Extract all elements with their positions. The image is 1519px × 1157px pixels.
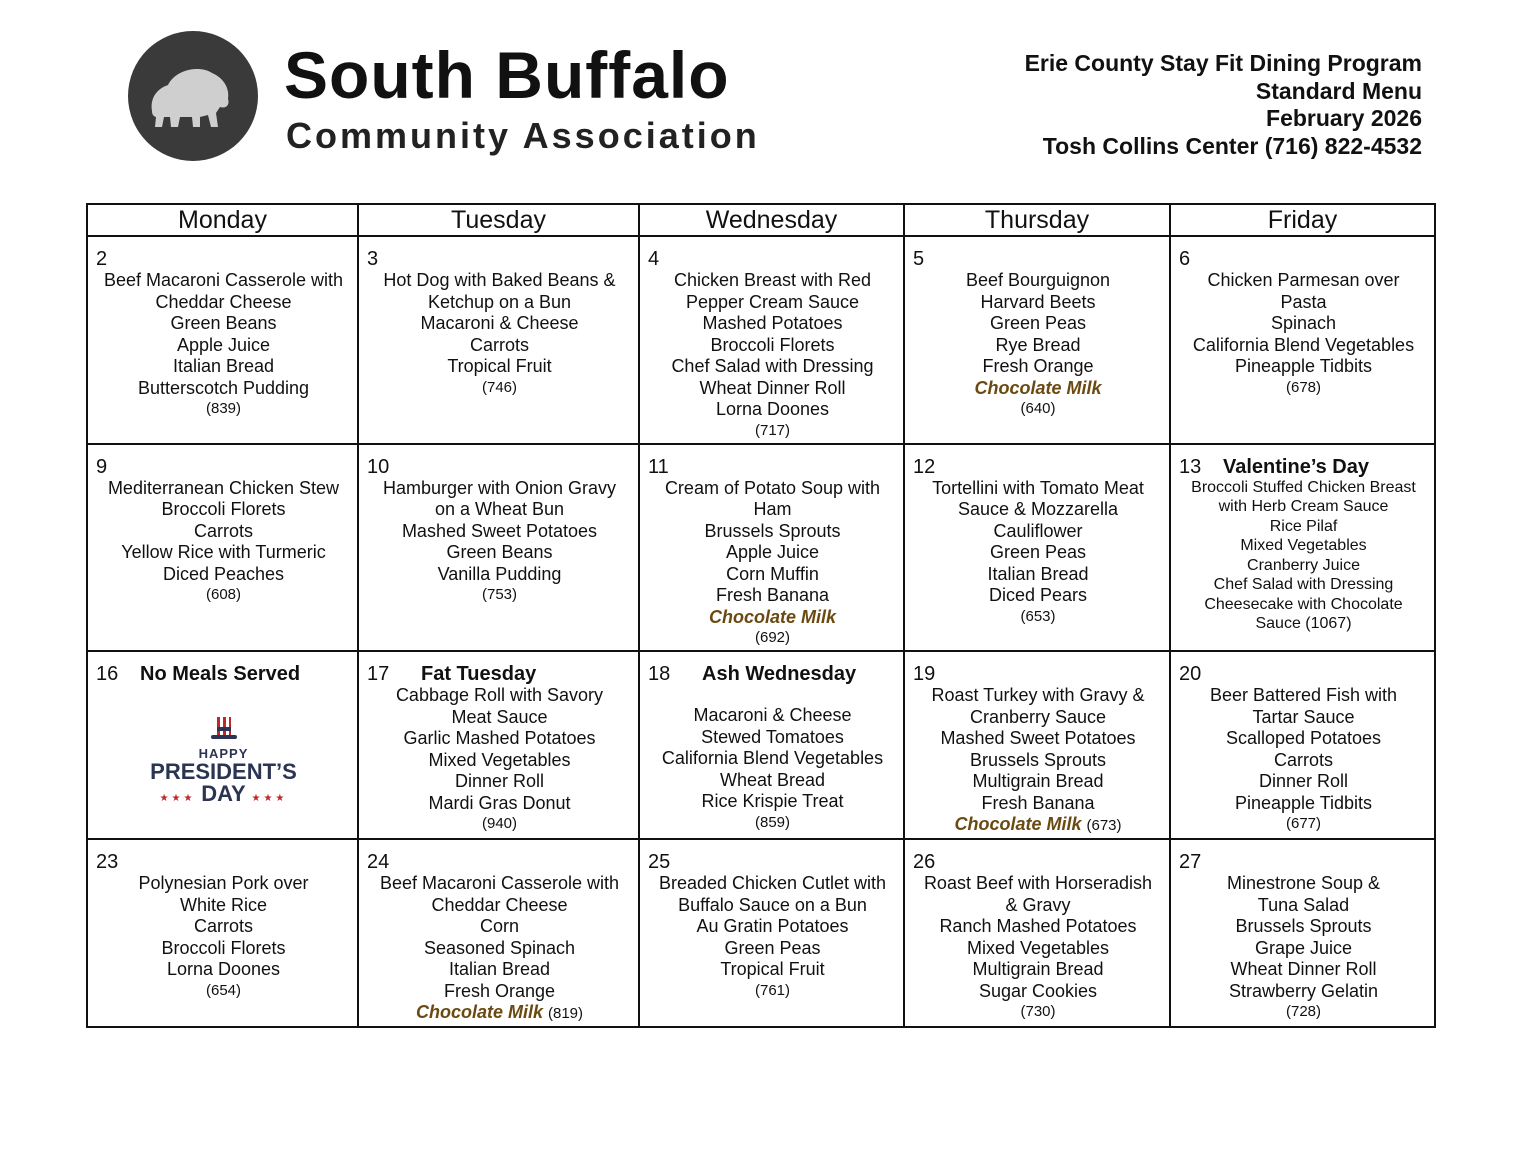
uncle-sam-hat-icon xyxy=(209,715,239,741)
menu-item: Wheat Bread xyxy=(719,769,826,790)
day-header xyxy=(96,248,351,270)
menu-item: Strawberry Gelatin xyxy=(1228,980,1379,1001)
menu-item: Chicken Parmesan over xyxy=(1207,270,1400,290)
menu-item: Mediterranean Chicken Stew xyxy=(107,477,340,498)
menu-item: Cream of Potato Soup with xyxy=(664,477,881,498)
day-number: 27 xyxy=(1179,851,1202,873)
org-subtitle: Community Association xyxy=(286,115,760,156)
weekday-tuesday: Tuesday xyxy=(358,204,639,236)
stars-icon: ★★★ xyxy=(245,793,288,804)
day-number: 13 xyxy=(1179,455,1202,478)
menu-item: Hot Dog with Baked Beans & xyxy=(383,270,616,290)
menu-item: Dinner Roll xyxy=(1258,771,1349,791)
menu-item: Broccoli Florets xyxy=(161,499,286,519)
meal-count: (859) xyxy=(754,813,791,831)
menu-item: Grape Juice xyxy=(1254,937,1353,958)
menu-item: Mardi Gras Donut xyxy=(428,792,571,813)
menu-item: Apple Juice xyxy=(725,542,820,562)
meal-count: (653) xyxy=(1020,607,1056,625)
day-header xyxy=(96,851,351,873)
menu-item: Beer Battered Fish with xyxy=(1209,685,1398,705)
day-cell xyxy=(904,444,1170,652)
stars-icon: ★★★ xyxy=(159,793,202,804)
menu-item: Wheat Dinner Roll xyxy=(699,377,846,398)
menu-item: Rice Pilaf xyxy=(1269,517,1338,535)
day-header xyxy=(913,456,1163,478)
menu-item: Roast Turkey with Gravy & xyxy=(931,685,1145,705)
day-number: 24 xyxy=(367,851,390,873)
day-header xyxy=(367,851,632,873)
milk-line xyxy=(648,607,897,629)
day-cell xyxy=(358,236,639,444)
day-number: 5 xyxy=(913,248,925,270)
menu-item: Multigrain Bread xyxy=(972,959,1104,979)
menu-item: Green Peas xyxy=(724,937,821,958)
menu-item: Pineapple Tidbits xyxy=(1234,356,1373,376)
meal-count: (730) xyxy=(1020,1003,1056,1020)
menu-item: Seasoned Spinach xyxy=(423,937,576,958)
menu-item: Pineapple Tidbits xyxy=(1234,792,1373,813)
day-cell xyxy=(87,444,358,652)
day-cell xyxy=(1170,651,1435,839)
menu-item: Wheat Dinner Roll xyxy=(1230,959,1377,979)
meal-count: (940) xyxy=(481,815,518,832)
chocolate-milk-label: Chocolate Milk xyxy=(954,814,1082,834)
menu-calendar xyxy=(86,203,1436,1028)
day-header xyxy=(913,851,1163,873)
day-cell xyxy=(904,651,1170,839)
meal-count: (677) xyxy=(1285,815,1322,832)
weekday-monday: Monday xyxy=(87,204,358,236)
chocolate-milk-label: Chocolate Milk xyxy=(974,377,1102,398)
chocolate-milk-label: Chocolate Milk xyxy=(415,1002,543,1022)
menu-item: Broccoli Florets xyxy=(161,937,286,958)
menu-item: Broccoli Florets xyxy=(710,334,835,355)
menu-item: Mashed Potatoes xyxy=(702,313,843,333)
day-number: 3 xyxy=(367,248,379,270)
milk-line xyxy=(367,1002,632,1024)
menu-item: Meat Sauce xyxy=(451,706,548,727)
menu-item: Ham xyxy=(753,499,792,519)
day-header xyxy=(96,663,351,685)
org-name: South Buffalo xyxy=(284,38,730,112)
day-cell xyxy=(904,839,1170,1027)
menu-item: Brussels Sprouts xyxy=(969,749,1107,770)
menu-month: February 2026 xyxy=(1266,105,1422,131)
presidents-line2: DAY xyxy=(201,781,246,806)
menu-item: Mixed Vegetables xyxy=(966,937,1110,958)
menu-item: Roast Beef with Horseradish xyxy=(923,873,1153,893)
menu-item: Rye Bread xyxy=(995,334,1081,355)
menu-item xyxy=(648,685,897,705)
day-cell xyxy=(87,651,358,839)
menu-item: Green Beans xyxy=(446,542,553,562)
menu-item: Broccoli Stuffed Chicken Breast xyxy=(1191,478,1416,496)
menu-item: Carrots xyxy=(1273,749,1333,770)
menu-item: Au Gratin Potatoes xyxy=(696,916,849,936)
day-number: 26 xyxy=(913,851,936,873)
meal-count: (717) xyxy=(754,421,791,439)
meal-count: (640) xyxy=(1020,400,1056,417)
menu-item: Brussels Sprouts xyxy=(1235,916,1372,936)
logo xyxy=(128,31,258,161)
day-number: 11 xyxy=(648,455,669,478)
meal-count: (728) xyxy=(1285,1003,1322,1020)
day-cell xyxy=(87,236,358,444)
presidents-day-row xyxy=(139,783,309,806)
menu-item: Cabbage Roll with Savory xyxy=(395,685,604,705)
menu-item: Sauce (1067) xyxy=(1255,615,1352,632)
day-number: 19 xyxy=(913,663,936,685)
day-number: 6 xyxy=(1179,248,1191,270)
day-header xyxy=(367,248,632,270)
day-cell xyxy=(358,444,639,652)
menu-item: Corn Muffin xyxy=(726,563,819,584)
menu-item: Chef Salad with Dressing xyxy=(671,356,874,376)
menu-item: Multigrain Bread xyxy=(972,771,1104,791)
menu-item: Carrots xyxy=(469,334,529,355)
meal-count: (839) xyxy=(205,400,242,417)
meal-count: (673) xyxy=(1086,817,1122,834)
menu-item: Green Peas xyxy=(989,313,1087,333)
menu-item: Cranberry Sauce xyxy=(969,706,1107,727)
menu-item: Pasta xyxy=(1280,291,1327,312)
menu-item: Lorna Doones xyxy=(166,959,281,979)
day-header xyxy=(1179,663,1428,685)
weekday-header-row xyxy=(87,204,1435,236)
day-cell xyxy=(904,236,1170,444)
weekday-thursday: Thursday xyxy=(904,204,1170,236)
milk-line xyxy=(913,378,1163,400)
week-row xyxy=(87,839,1435,1027)
menu-item: Butterscotch Pudding xyxy=(137,377,310,398)
day-title: Fat Tuesday xyxy=(421,663,537,685)
meal-count: (746) xyxy=(481,378,518,396)
day-number: 2 xyxy=(96,248,108,270)
menu-item: Fresh Orange xyxy=(443,980,556,1001)
menu-item: Cranberry Juice xyxy=(1247,556,1360,574)
day-cell xyxy=(639,236,904,444)
menu-item: Chicken Breast with Red xyxy=(673,270,872,290)
week-row xyxy=(87,236,1435,444)
day-header xyxy=(648,248,897,270)
menu-item: Beef Macaroni Casserole with xyxy=(103,270,344,290)
menu-item: Mixed Vegetables xyxy=(1240,537,1367,554)
menu-item: Yellow Rice with Turmeric xyxy=(121,542,326,562)
presidents-happy: HAPPY xyxy=(198,746,249,761)
menu-item: Carrots xyxy=(193,520,253,541)
day-header xyxy=(648,456,897,478)
meal-count: (608) xyxy=(205,586,242,603)
menu-item: Diced Pears xyxy=(988,585,1088,605)
menu-item: Cheddar Cheese xyxy=(431,894,568,915)
day-cell xyxy=(639,444,904,652)
day-cell xyxy=(358,651,639,839)
menu-item: Cheesecake with Chocolate xyxy=(1204,595,1403,613)
menu-item: Chef Salad with Dressing xyxy=(1213,576,1394,593)
menu-item: California Blend Vegetables xyxy=(1192,334,1415,355)
day-number: 10 xyxy=(367,455,390,478)
menu-item: Italian Bread xyxy=(987,563,1089,584)
menu-item: Italian Bread xyxy=(172,356,275,376)
presidents-line1: PRESIDENT’S xyxy=(150,759,297,784)
day-number: 9 xyxy=(96,455,108,478)
meal-count: (761) xyxy=(754,981,791,999)
menu-item: Fresh Banana xyxy=(981,792,1095,813)
menu-item: Vanilla Pudding xyxy=(437,563,562,584)
day-number: 4 xyxy=(648,248,660,270)
menu-item: Buffalo Sauce on a Bun xyxy=(678,894,867,915)
menu-item: Minestrone Soup & xyxy=(1226,873,1381,893)
day-header xyxy=(648,663,897,685)
day-header xyxy=(367,456,632,478)
menu-item: Spinach xyxy=(1270,313,1337,333)
menu-item: Apple Juice xyxy=(176,334,271,355)
menu-item: Green Beans xyxy=(170,313,277,333)
day-title: Valentine’s Day xyxy=(1223,455,1369,478)
chocolate-milk-label: Chocolate Milk xyxy=(708,606,837,627)
menu-item: Hamburger with Onion Gravy xyxy=(382,477,617,498)
menu-item: Rice Krispie Treat xyxy=(701,791,844,811)
menu-item: Pepper Cream Sauce xyxy=(685,291,860,312)
day-number: 17 xyxy=(367,663,390,685)
menu-item: Fresh Banana xyxy=(715,585,830,605)
menu-item: California Blend Vegetables xyxy=(661,748,884,768)
program-name: Erie County Stay Fit Dining Program xyxy=(1024,50,1422,76)
menu-item: Harvard Beets xyxy=(980,291,1096,312)
week-row xyxy=(87,444,1435,652)
milk-line xyxy=(913,814,1163,836)
menu-item: Brussels Sprouts xyxy=(704,520,841,541)
day-header xyxy=(1179,248,1428,270)
day-header xyxy=(913,248,1163,270)
day-header xyxy=(96,456,351,478)
day-title: Ash Wednesday xyxy=(702,663,857,685)
menu-item: Beef Bourguignon xyxy=(965,270,1111,290)
day-title: No Meals Served xyxy=(140,663,301,685)
menu-item: Scalloped Potatoes xyxy=(1225,728,1382,748)
menu-item: Mashed Sweet Potatoes xyxy=(940,728,1136,748)
menu-item: Stewed Tomatoes xyxy=(701,726,844,747)
day-cell xyxy=(639,651,904,839)
day-header xyxy=(1179,851,1428,873)
menu-item: Mashed Sweet Potatoes xyxy=(401,520,598,541)
menu-type: Standard Menu xyxy=(1255,77,1422,104)
day-cell xyxy=(1170,236,1435,444)
center-contact: Tosh Collins Center (716) 822-4532 xyxy=(1042,132,1422,159)
menu-item: Polynesian Pork over xyxy=(138,873,309,893)
menu-item: Cauliflower xyxy=(993,520,1083,541)
menu-item: Breaded Chicken Cutlet with xyxy=(658,873,887,893)
day-cell xyxy=(639,839,904,1027)
meal-count: (692) xyxy=(754,629,791,646)
day-cell xyxy=(1170,444,1435,652)
menu-item: & Gravy xyxy=(1005,894,1071,915)
menu-item: Beef Macaroni Casserole with xyxy=(379,873,620,893)
presidents-day-graphic xyxy=(139,715,309,806)
day-number: 18 xyxy=(648,663,671,685)
meal-count: (654) xyxy=(205,981,242,999)
buffalo-icon xyxy=(142,61,242,131)
menu-item: Tartar Sauce xyxy=(1252,706,1355,727)
day-number: 20 xyxy=(1179,663,1202,685)
day-number: 25 xyxy=(648,851,671,873)
menu-item: Green Peas xyxy=(989,542,1087,562)
menu-item: Tortellini with Tomato Meat xyxy=(932,477,1144,498)
menu-item: Tropical Fruit xyxy=(720,959,825,979)
menu-item: Sugar Cookies xyxy=(978,980,1098,1001)
day-header xyxy=(1179,456,1428,478)
day-number: 23 xyxy=(96,851,119,873)
day-header xyxy=(913,663,1163,685)
menu-item: White Rice xyxy=(179,894,268,915)
program-header xyxy=(1025,50,1422,160)
meal-count: (678) xyxy=(1285,378,1322,396)
menu-item: Mixed Vegetables xyxy=(428,749,571,770)
weekday-wednesday: Wednesday xyxy=(639,204,904,236)
menu-item: Tropical Fruit xyxy=(447,356,552,376)
menu-item: Ketchup on a Bun xyxy=(427,291,572,312)
menu-item: Macaroni & Cheese xyxy=(420,313,579,333)
day-number: 12 xyxy=(913,455,936,478)
menu-item: Lorna Doones xyxy=(715,399,830,419)
menu-item: on a Wheat Bun xyxy=(434,499,565,519)
menu-item: Dinner Roll xyxy=(454,771,545,791)
day-number: 16 xyxy=(96,663,119,685)
weekday-friday: Friday xyxy=(1170,204,1435,236)
menu-item: Fresh Orange xyxy=(982,356,1094,376)
week-row xyxy=(87,651,1435,839)
day-header xyxy=(367,663,632,685)
menu-item: Diced Peaches xyxy=(162,563,285,584)
day-cell xyxy=(87,839,358,1027)
menu-item: Tuna Salad xyxy=(1257,894,1350,915)
menu-item: Ranch Mashed Potatoes xyxy=(939,916,1137,936)
menu-item: with Herb Cream Sauce xyxy=(1218,498,1389,515)
day-cell xyxy=(1170,839,1435,1027)
day-cell xyxy=(358,839,639,1027)
menu-item: Sauce & Mozzarella xyxy=(957,499,1119,519)
menu-item: Corn xyxy=(479,916,519,936)
menu-item: Garlic Mashed Potatoes xyxy=(403,728,596,748)
menu-item: Cheddar Cheese xyxy=(155,291,292,312)
menu-item: Italian Bread xyxy=(448,959,551,979)
menu-item: Carrots xyxy=(193,916,253,936)
menu-item: Macaroni & Cheese xyxy=(693,705,852,725)
meal-count: (753) xyxy=(481,586,518,603)
meal-count: (819) xyxy=(548,1005,584,1022)
day-header xyxy=(648,851,897,873)
